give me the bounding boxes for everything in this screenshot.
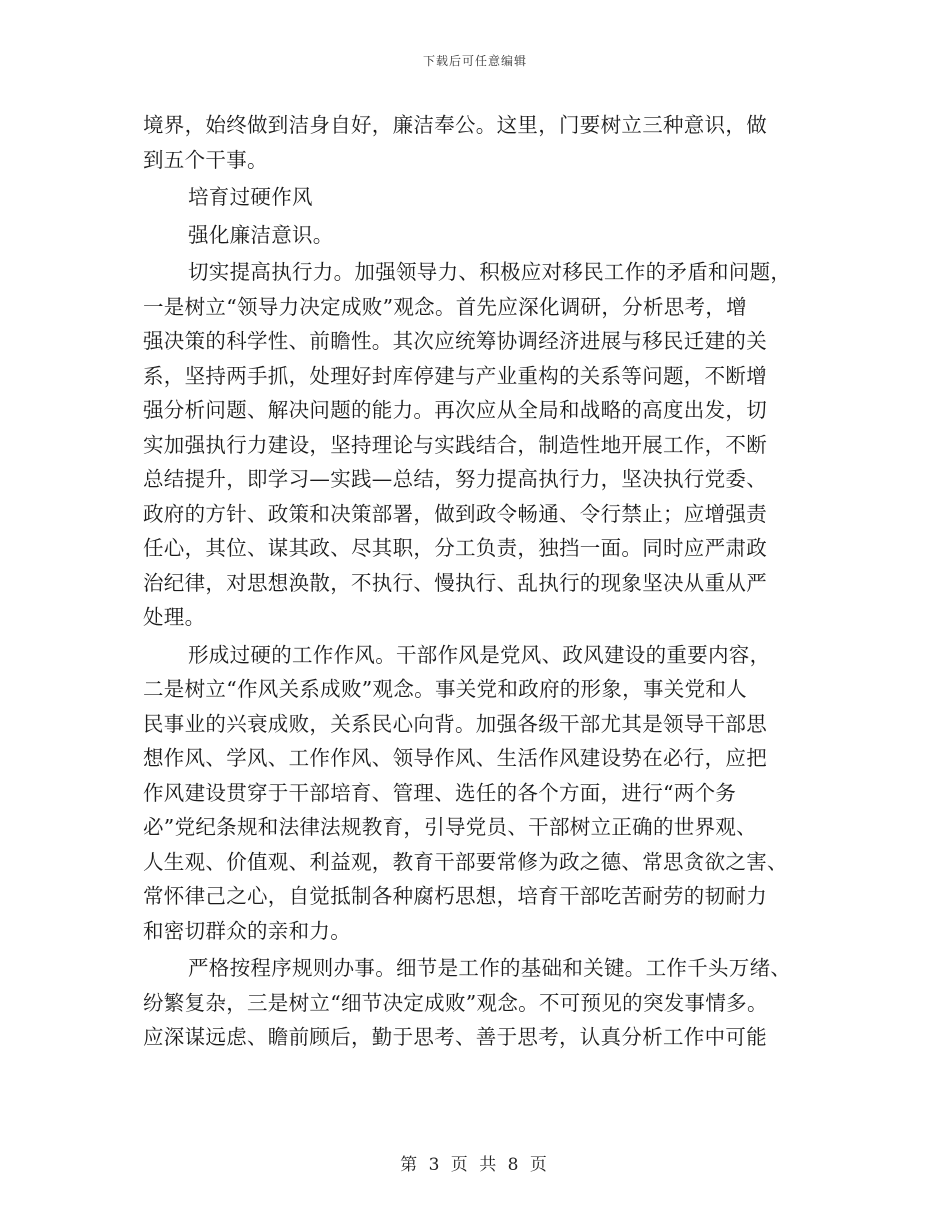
text-line: 人生观、价值观、利益观，教育干部要常修为政之德、常思贪欲之害、 [143, 849, 788, 874]
paragraph-first-line: 严格按程序规则办事。细节是工作的基础和关键。工作千头万绪、 [188, 956, 792, 980]
text-line: 民事业的兴衰成败，关系民心向背。加强各级干部尤其是领导干部思 [143, 711, 767, 736]
text-line: 强决策的科学性、前瞻性。其次应统筹协调经济进展与移民迁建的关 [143, 329, 767, 353]
text-line: 实加强执行力建设，坚持理论与实践结合，制造性地开展工作，不断 [143, 432, 767, 457]
text-line: 系，坚持两手抓，处理好封库停建与产业重构的关系等问题，不断增 [143, 363, 767, 388]
section-heading: 培育过硬作风 [188, 185, 313, 209]
paragraph-first-line: 形成过硬的工作作风。干部作风是党风、政风建设的重要内容， [188, 642, 771, 667]
text-line: 政府的方针、政策和决策部署，做到政令畅通、令行禁止；应增强责 [143, 501, 767, 526]
page-header-note: 下载后可任意编辑 [422, 54, 527, 68]
text-line: 处理。 [143, 605, 206, 629]
text-line: 和密切群众的亲和力。 [143, 918, 351, 943]
text-line: 总结提升，即学习—实践—总结，努力提高执行力，坚决执行党委、 [143, 467, 767, 491]
section-heading: 强化廉洁意识。 [188, 222, 334, 247]
document-body [143, 108, 807, 1055]
text-line: 作风建设贯穿于干部培育、管理、选任的各个方面，进行“两个务 [143, 780, 737, 805]
text-line: 任心，其位、谋其政、尽其职，分工负责，独挡一面。同时应严肃政 [143, 536, 767, 560]
text-line: 境界，始终做到洁身自好，廉洁奉公。这里，门要树立三种意识，做 [143, 113, 767, 137]
paragraph-first-line: 切实提高执行力。加强领导力、积极应对移民工作的矛盾和问题， [188, 260, 792, 284]
page-number: 第 3 页 共 8 页 [400, 1155, 550, 1175]
text-line: 到五个干事。 [143, 147, 268, 172]
text-line: 必”党纪条规和法律法规教育，引导党员、干部树立正确的世界观、 [143, 815, 757, 839]
text-line: 应深谋远虑、瞻前顾后，勤于思考、善于思考，认真分析工作中可能 [143, 1025, 767, 1049]
text-line: 想作风、学风、工作作风、领导作风、生活作风建设势在必行，应把 [143, 746, 767, 770]
text-line: 强分析问题、解决问题的能力。再次应从全局和战略的高度出发，切 [143, 398, 767, 422]
text-line: 纷繁复杂，三是树立“细节决定成败”观念。不可预见的突发事情多。 [143, 990, 768, 1015]
text-line: 二是树立“作风关系成败”观念。事关党和政府的形象，事关党和人 [143, 677, 747, 701]
text-line: 一是树立“领导力决定成败”观念。首先应深化调研，分析思考，增 [143, 294, 747, 319]
text-line: 常怀律己之心，自觉抵制各种腐朽思想，培育干部吃苦耐劳的韧耐力 [143, 884, 767, 908]
text-line: 治纪律，对思想涣散，不执行、慢执行、乱执行的现象坚决从重从严 [143, 570, 767, 595]
